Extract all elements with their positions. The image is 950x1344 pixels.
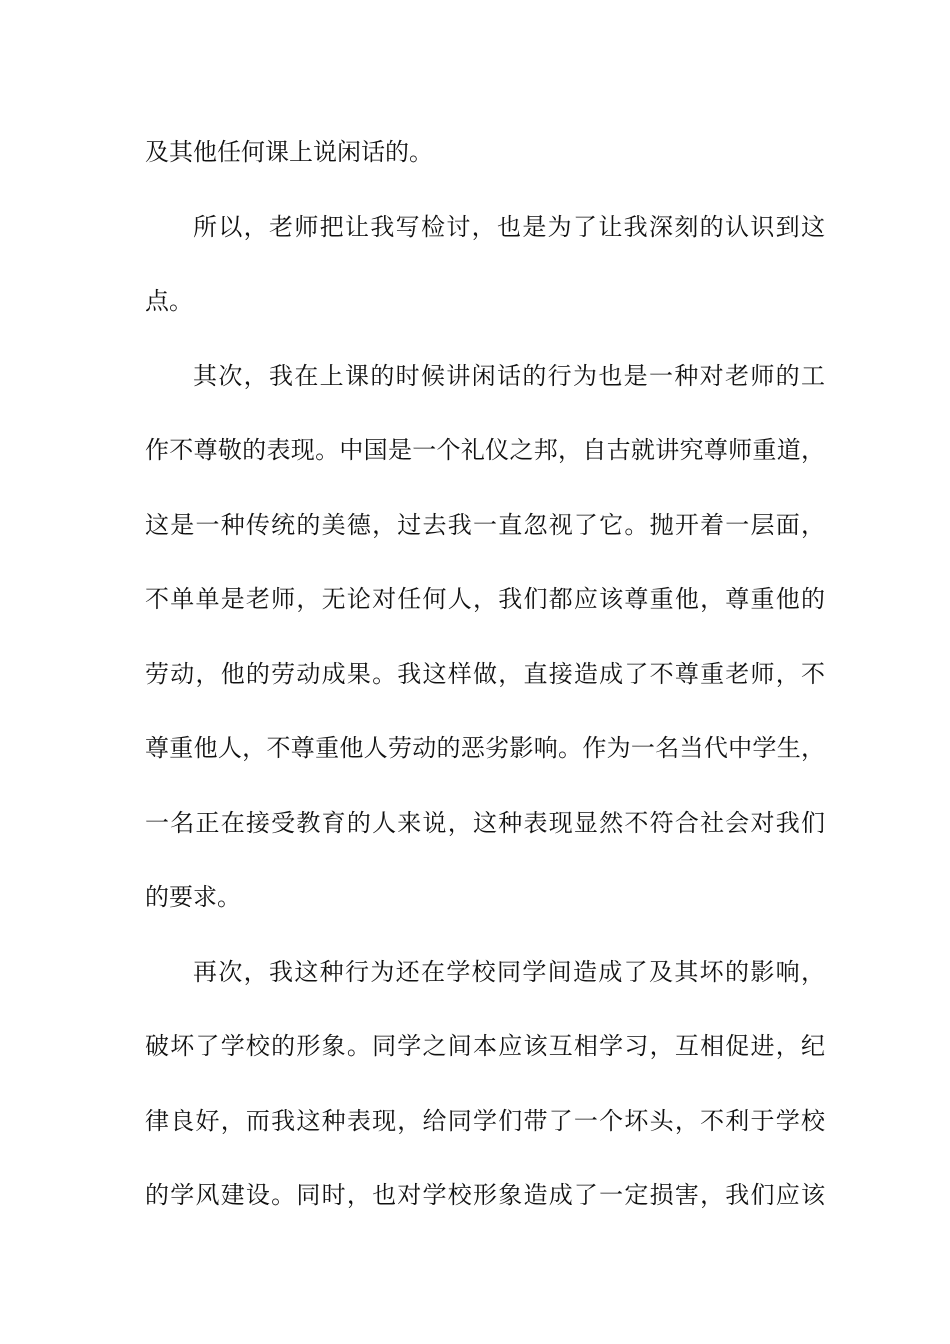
text-line: 一名正在接受教育的人来说，这种表现显然不符合社会对我们	[145, 808, 825, 837]
text-line: 律良好，而我这种表现，给同学们带了一个坏头，不利于学校	[145, 1106, 825, 1135]
text-line: 作不尊敬的表现。中国是一个礼仪之邦，自古就讲究尊师重道，	[145, 436, 825, 464]
text-line: 尊重他人，不尊重他人劳动的恶劣影响。作为一名当代中学生，	[145, 734, 825, 762]
text-line: 这是一种传统的美德，过去我一直忽视了它。抛开着一层面，	[145, 510, 825, 539]
text-line: 的要求。	[145, 883, 241, 911]
paragraph-first-line: 其次，我在上课的时候讲闲话的行为也是一种对老师的工	[193, 361, 825, 390]
text-line: 的学风建设。同时，也对学校形象造成了一定损害，我们应该	[145, 1181, 825, 1209]
text-line: 及其他任何课上说闲话的。	[145, 138, 433, 166]
text-line: 点。	[145, 287, 193, 315]
document-body	[145, 130, 825, 1248]
paragraph-first-line: 再次，我这种行为还在学校同学间造成了及其坏的影响，	[193, 957, 825, 986]
text-line: 不单单是老师，无论对任何人，我们都应该尊重他，尊重他的	[145, 585, 825, 613]
text-line: 破坏了学校的形象。同学之间本应该互相学习，互相促进，纪	[145, 1032, 825, 1060]
paragraph-first-line: 所以，老师把让我写检讨，也是为了让我深刻的认识到这	[193, 212, 825, 241]
text-line: 劳动，他的劳动成果。我这样做，直接造成了不尊重老师，不	[145, 659, 825, 688]
